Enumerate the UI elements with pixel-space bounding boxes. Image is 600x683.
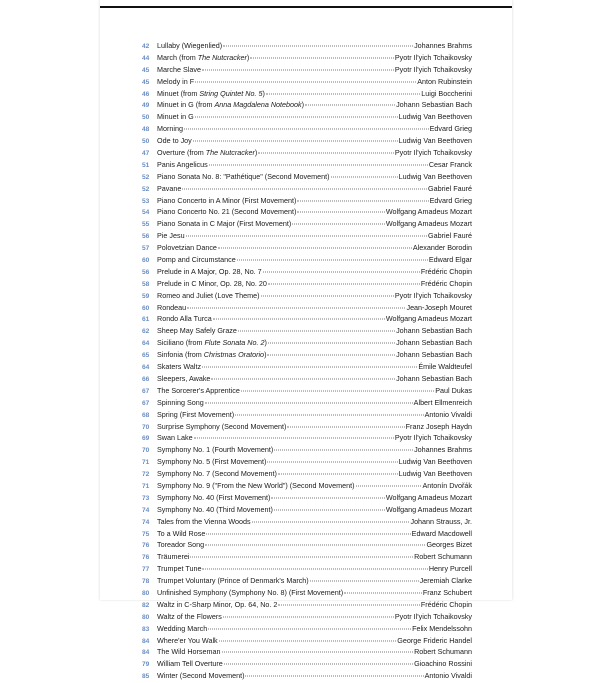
toc-entry — [142, 456, 472, 468]
composer-name: Luigi Boccherini — [421, 88, 472, 98]
toc-entry — [142, 52, 472, 64]
piece-title: The Sorcerer's Apprentice — [157, 385, 240, 395]
composer-name: Albert Ellmenreich — [413, 397, 472, 407]
composer-name: Paul Dukas — [435, 385, 472, 395]
composer-name: Jean-Joseph Mouret — [406, 302, 472, 312]
piece-title: Piano Concerto No. 21 (Second Movement) — [157, 207, 297, 217]
toc-entry — [142, 646, 472, 658]
composer-name: Pyotr Il'yich Tchaikovsky — [394, 52, 472, 62]
composer-name: Georges Bizet — [426, 540, 472, 550]
page-number: 80 — [142, 589, 150, 597]
page-number: 48 — [142, 126, 150, 134]
piece-title: Symphony No. 1 (Fourth Movement) — [157, 445, 274, 455]
toc-entry — [142, 76, 472, 88]
toc-entry — [142, 123, 472, 135]
dot-leader — [213, 319, 385, 320]
page-number: 70 — [142, 447, 150, 455]
composer-name: Wolfgang Amadeus Mozart — [385, 314, 472, 324]
dot-leader — [209, 164, 428, 165]
toc-entry — [142, 587, 472, 599]
toc-entry — [142, 480, 472, 492]
dot-leader — [287, 426, 404, 427]
toc-entry — [142, 313, 472, 325]
piece-title: Minuet in G — [157, 112, 194, 122]
piece-title: Overture (from The Nutcracker) — [157, 148, 258, 158]
toc-entry — [142, 563, 472, 575]
page-number: 76 — [142, 554, 150, 562]
piece-title: Tales from the Vienna Woods — [157, 516, 251, 526]
piece-title: Minuet (from String Quintet No. 5) — [157, 88, 265, 98]
piece-title: Symphony No. 40 (Third Movement) — [157, 504, 273, 514]
dot-leader — [305, 105, 395, 106]
piece-title: March (from The Nutcracker) — [157, 52, 250, 62]
page-number: 52 — [142, 185, 150, 193]
composer-name: Frédéric Chopin — [420, 278, 472, 288]
composer-name: Frédéric Chopin — [420, 266, 472, 276]
composer-name: Wolfgang Amadeus Mozart — [385, 207, 472, 217]
page-number: 67 — [142, 387, 150, 395]
toc-entry — [142, 218, 472, 230]
composer-name: Wolfgang Amadeus Mozart — [385, 504, 472, 514]
composer-name: Robert Schumann — [414, 647, 472, 657]
toc-entry — [142, 325, 472, 337]
piece-title: Siciliano (from Flute Sonata No. 2) — [157, 338, 267, 348]
page-number: 72 — [142, 471, 150, 479]
toc-entry — [142, 516, 472, 528]
piece-title: Rondo Alla Turca — [157, 314, 212, 324]
page-number: 64 — [142, 340, 150, 348]
dot-leader — [297, 200, 428, 201]
page-number: 45 — [142, 66, 150, 74]
composer-name: Franz Joseph Haydn — [405, 421, 472, 431]
dot-leader — [182, 188, 427, 189]
page-number: 78 — [142, 578, 150, 586]
toc-entry — [142, 539, 472, 551]
piece-title: Surprise Symphony (Second Movement) — [157, 421, 287, 431]
piece-title: Piano Sonata No. 8: "Pathétique" (Second Movement) — [157, 171, 330, 181]
dot-leader — [297, 212, 384, 213]
toc-entry — [142, 159, 472, 171]
toc-entry — [142, 409, 472, 421]
toc-entry — [142, 147, 472, 159]
dot-leader — [266, 93, 420, 94]
composer-name: Cesar Franck — [428, 159, 472, 169]
piece-title: Trumpet Voluntary (Prince of Denmark's March) — [157, 576, 309, 586]
toc-entry — [142, 40, 472, 52]
page-number: 56 — [142, 268, 150, 276]
composer-name: Johann Sebastian Bach — [396, 338, 472, 348]
page-number: 84 — [142, 649, 150, 657]
piece-title: Trumpet Tune — [157, 564, 202, 574]
dot-leader — [190, 557, 413, 558]
piece-title: Waltz of the Flowers — [157, 611, 222, 621]
toc-entry — [142, 183, 472, 195]
dot-leader — [271, 497, 384, 498]
dot-leader — [274, 509, 385, 510]
composer-name: Antonio Vivaldi — [424, 671, 472, 681]
toc-entry — [142, 242, 472, 254]
dot-leader — [205, 402, 413, 403]
dot-leader — [356, 485, 422, 486]
composer-name: Johann Sebastian Bach — [396, 350, 472, 360]
page-number: 54 — [142, 209, 150, 217]
page-number: 50 — [142, 114, 150, 122]
dot-leader — [187, 307, 405, 308]
toc-entry — [142, 670, 472, 682]
composer-name: Edward Elgar — [428, 255, 472, 265]
piece-title: Piano Sonata in C Major (First Movement) — [157, 219, 292, 229]
dot-leader — [268, 343, 395, 344]
composer-name: Ludwig Van Beethoven — [398, 136, 472, 146]
piece-title: Rondeau — [157, 302, 187, 312]
piece-title: Sinfonia (from Christmas Oratorio) — [157, 350, 267, 360]
page-number: 76 — [142, 542, 150, 550]
toc-entry — [142, 444, 472, 456]
composer-name: Alexander Borodin — [412, 243, 472, 253]
page-number: 53 — [142, 197, 150, 205]
dot-leader — [223, 616, 394, 617]
page-number: 74 — [142, 518, 150, 526]
piece-title: Spinning Song — [157, 397, 204, 407]
toc-entry — [142, 349, 472, 361]
page-number: 75 — [142, 530, 150, 538]
piece-title: Romeo and Juliet (Love Theme) — [157, 290, 260, 300]
page-number: 51 — [142, 161, 150, 169]
piece-title: Pomp and Circumstance — [157, 255, 236, 265]
composer-name: Johannes Brahms — [414, 41, 472, 50]
page-number: 73 — [142, 494, 150, 502]
dot-leader — [241, 390, 434, 391]
dot-leader — [263, 271, 420, 272]
composer-name: Ludwig Van Beethoven — [398, 112, 472, 122]
page-number: 61 — [142, 316, 150, 324]
composer-name: Edward Macdowell — [411, 528, 472, 538]
dot-leader — [344, 592, 422, 593]
page-number: 50 — [142, 138, 150, 146]
page-number: 84 — [142, 637, 150, 645]
toc-entry — [142, 135, 472, 147]
composer-name: Felix Mendelssohn — [412, 623, 472, 633]
dot-leader — [237, 260, 428, 261]
piece-title: Pavane — [157, 183, 182, 193]
toc-entry — [142, 432, 472, 444]
piece-title: Skaters Waltz — [157, 362, 202, 372]
page-number: 67 — [142, 399, 150, 407]
piece-title: Träumerei — [157, 552, 190, 562]
dot-leader — [206, 533, 410, 534]
toc-entry — [142, 385, 472, 397]
toc-entry — [142, 575, 472, 587]
composer-name: Johann Sebastian Bach — [396, 100, 472, 110]
dot-leader — [184, 129, 429, 130]
dot-leader — [278, 604, 419, 605]
toc-entry — [142, 171, 472, 183]
dot-leader — [274, 450, 413, 451]
toc-entry — [142, 611, 472, 623]
page-number: 65 — [142, 352, 150, 360]
toc-entry — [142, 599, 472, 611]
page-number: 47 — [142, 150, 150, 158]
dot-leader — [218, 248, 412, 249]
piece-title: Lullaby (Wiegenlied) — [157, 41, 223, 50]
page-number: 58 — [142, 280, 150, 288]
toc-entry — [142, 290, 472, 302]
page-number: 62 — [142, 328, 150, 336]
dot-leader — [250, 57, 394, 58]
page-number: 56 — [142, 233, 150, 241]
dot-leader — [292, 224, 385, 225]
composer-name: Antonín Dvořák — [422, 480, 472, 490]
toc-entry — [142, 266, 472, 278]
toc-entry — [142, 64, 472, 76]
composer-name: Ludwig Van Beethoven — [398, 171, 472, 181]
toc-entry — [142, 468, 472, 480]
composer-name: Johann Strauss, Jr. — [410, 516, 472, 526]
toc-entry — [142, 278, 472, 290]
piece-title: Swan Lake — [157, 433, 193, 443]
piece-title: Waltz in C-Sharp Minor, Op. 64, No. 2 — [157, 599, 278, 609]
toc-entry — [142, 206, 472, 218]
composer-name: Henry Purcell — [428, 564, 472, 574]
page-number: 71 — [142, 482, 150, 490]
page-number: 52 — [142, 173, 150, 181]
composer-name: Émile Waldteufel — [418, 362, 472, 372]
page-number: 60 — [142, 304, 150, 312]
dot-leader — [267, 462, 397, 463]
dot-leader — [310, 581, 419, 582]
page-number: 64 — [142, 364, 150, 372]
dot-leader — [195, 81, 416, 82]
composer-name: Anton Rubinstein — [417, 76, 472, 86]
composer-name: Robert Schumann — [414, 552, 472, 562]
piece-title: Morning — [157, 124, 183, 134]
composer-name: Pyotr Il'yich Tchaikovsky — [394, 611, 472, 621]
composer-name: Pyotr Il'yich Tchaikovsky — [394, 433, 472, 443]
dot-leader — [245, 676, 423, 677]
composer-name: Ludwig Van Beethoven — [398, 469, 472, 479]
dot-leader — [224, 664, 413, 665]
piece-title: Pie Jesu — [157, 231, 185, 241]
piece-title: Symphony No. 40 (First Movement) — [157, 492, 271, 502]
piece-title: Unfinished Symphony (Symphony No. 8) (First Movement) — [157, 587, 344, 597]
table-of-contents — [142, 40, 472, 682]
toc-entry — [142, 397, 472, 409]
dot-leader — [202, 569, 427, 570]
composer-name: George Frideric Handel — [397, 635, 472, 645]
page-number: 44 — [142, 54, 150, 62]
page-number: 69 — [142, 435, 150, 443]
composer-name: Pyotr Il'yich Tchaikovsky — [394, 64, 472, 74]
page-number: 60 — [142, 257, 150, 265]
piece-title: Sleepers, Awake — [157, 373, 211, 383]
page-number: 77 — [142, 566, 150, 574]
piece-title: Toreador Song — [157, 540, 205, 550]
piece-title: Piano Concerto in A Minor (First Movement) — [157, 195, 297, 205]
toc-entry — [142, 658, 472, 670]
dot-leader — [223, 46, 413, 47]
dot-leader — [186, 236, 427, 237]
piece-title: Melody in F — [157, 76, 195, 86]
composer-name: Gabriel Fauré — [428, 183, 472, 193]
dot-leader — [194, 438, 394, 439]
page-number: 66 — [142, 375, 150, 383]
composer-name: Jeremiah Clarke — [419, 576, 472, 586]
composer-name: Ludwig Van Beethoven — [398, 457, 472, 467]
dot-leader — [267, 355, 395, 356]
page-number: 85 — [142, 673, 150, 681]
dot-leader — [268, 283, 420, 284]
toc-entry — [142, 195, 472, 207]
composer-name: Pyotr Il'yich Tchaikovsky — [394, 148, 472, 158]
page-number: 68 — [142, 411, 150, 419]
page-number: 83 — [142, 625, 150, 633]
page-number: 59 — [142, 292, 150, 300]
toc-entry — [142, 421, 472, 433]
dot-leader — [222, 652, 414, 653]
dot-leader — [202, 367, 417, 368]
dot-leader — [278, 474, 398, 475]
composer-name: Gabriel Fauré — [428, 231, 472, 241]
page-number: 57 — [142, 245, 150, 253]
piece-title: Symphony No. 5 (First Movement) — [157, 457, 267, 467]
composer-name: Antonio Vivaldi — [424, 409, 472, 419]
piece-title: The Wild Horseman — [157, 647, 221, 657]
toc-entry — [142, 302, 472, 314]
dot-leader — [258, 153, 394, 154]
composer-name: Wolfgang Amadeus Mozart — [385, 219, 472, 229]
dot-leader — [195, 117, 398, 118]
piece-title: Marche Slave — [157, 64, 201, 74]
dot-leader — [252, 521, 410, 522]
toc-entry — [142, 111, 472, 123]
composer-name: Johannes Brahms — [414, 445, 472, 455]
toc-entry — [142, 337, 472, 349]
piece-title: Symphony No. 9 ("From the New World") (Second Movement) — [157, 480, 355, 490]
piece-title: Wedding March — [157, 623, 208, 633]
composer-name: Johann Sebastian Bach — [396, 373, 472, 383]
composer-name: Frédéric Chopin — [420, 599, 472, 609]
dot-leader — [193, 141, 398, 142]
piece-title: Winter (Second Movement) — [157, 671, 245, 681]
piece-title: Prelude in A Major, Op. 28, No. 7 — [157, 266, 262, 276]
page-number: 55 — [142, 221, 150, 229]
page-number: 46 — [142, 90, 150, 98]
dot-leader — [235, 414, 423, 415]
toc-entry — [142, 528, 472, 540]
dot-leader — [261, 295, 394, 296]
page-number: 45 — [142, 78, 150, 86]
composer-name: Wolfgang Amadeus Mozart — [385, 492, 472, 502]
toc-entry — [142, 361, 472, 373]
toc-entry — [142, 635, 472, 647]
toc-entry — [142, 373, 472, 385]
piece-title: Polovetzian Dance — [157, 243, 217, 253]
piece-title: Where'er You Walk — [157, 635, 218, 645]
page-number: 74 — [142, 506, 150, 514]
toc-entry — [142, 492, 472, 504]
dot-leader — [219, 640, 397, 641]
piece-title: Prelude in C Minor, Op. 28, No. 20 — [157, 278, 267, 288]
page-number: 80 — [142, 613, 150, 621]
page-number: 70 — [142, 423, 150, 431]
page-number: 71 — [142, 459, 150, 467]
piece-title: To a Wild Rose — [157, 528, 206, 538]
composer-name: Franz Schubert — [422, 587, 472, 597]
piece-title: Panis Angelicus — [157, 159, 208, 169]
composer-name: Pyotr Il'yich Tchaikovsky — [394, 290, 472, 300]
page-number: 82 — [142, 601, 150, 609]
piece-title: Symphony No. 7 (Second Movement) — [157, 469, 277, 479]
piece-title: Ode to Joy — [157, 136, 192, 146]
composer-name: Gioachino Rossini — [414, 659, 472, 669]
dot-leader — [211, 378, 395, 379]
toc-entry — [142, 88, 472, 100]
toc-entry — [142, 551, 472, 563]
page-number: 42 — [142, 43, 150, 50]
toc-entry — [142, 230, 472, 242]
toc-entry — [142, 99, 472, 111]
piece-title: Sheep May Safely Graze — [157, 326, 237, 336]
piece-title: William Tell Overture — [157, 659, 223, 669]
header-rule — [100, 6, 512, 8]
dot-leader — [331, 176, 398, 177]
piece-title: Spring (First Movement) — [157, 409, 235, 419]
piece-title: Minuet in G (from Anna Magdalena Notebook) — [157, 100, 305, 110]
composer-name: Edvard Grieg — [429, 195, 472, 205]
dot-leader — [208, 628, 411, 629]
toc-entry — [142, 504, 472, 516]
toc-entry — [142, 623, 472, 635]
toc-entry — [142, 254, 472, 266]
dot-leader — [205, 545, 425, 546]
composer-name: Johann Sebastian Bach — [396, 326, 472, 336]
page-number: 79 — [142, 661, 150, 669]
dot-leader — [238, 331, 395, 332]
page-number: 49 — [142, 102, 150, 110]
composer-name: Edvard Grieg — [429, 124, 472, 134]
dot-leader — [202, 69, 394, 70]
